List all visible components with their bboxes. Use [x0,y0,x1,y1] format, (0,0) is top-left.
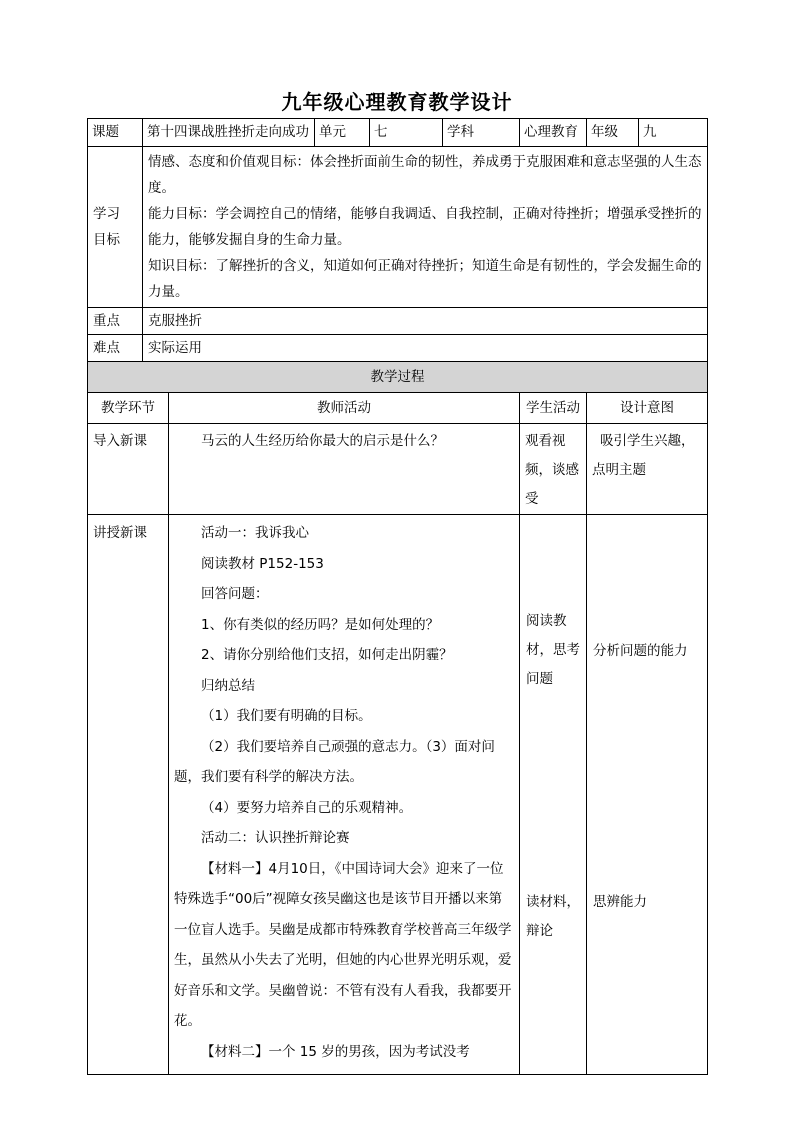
key-point-value: 克服挫折 [143,308,708,335]
difficulty-value: 实际运用 [143,335,708,362]
summary-4: （4）要努力培养自己的乐观精神。 [201,799,413,816]
unit-label: 单元 [315,119,370,147]
goals-content [143,147,708,308]
activity-1-title: 活动一：我诉我心 [201,525,309,541]
goal-ability: 能力目标：学会调控自己的情绪，能够自我调适、自我控制，正确对待挫折；增强承受挫折的能力，能够发掘自身的生命力量。 [148,206,702,248]
difficulty-label: 难点 [88,335,143,362]
intro-stage: 导入新课 [88,424,169,515]
material-1: 【材料一】4月10日，《中国诗词大会》迎来了一位特殊选手“00后”视障女孩吴幽这也是该节目开播以来第一位盲人选手。吴幽是成都市特殊教育学校普高三年级学生，虽然从小失去了光明，但她的内心世界光明乐观，爱好音乐和文学。吴幽曾说：不管有没有人看我，我都要开花。 [174,860,512,1029]
key-point-label: 重点 [88,308,143,335]
student-activity-2: 读材料，辩论 [526,894,580,939]
activity-2-title: 活动二：认识挫折辩论赛 [201,830,350,846]
summary-1: （1）我们要有明确的目标。 [201,708,372,724]
intent-activity-2: 思辨能力 [593,894,647,910]
intro-teacher: 马云的人生经历给你最大的启示是什么？ [169,424,520,515]
col-stage: 教学环节 [88,393,169,424]
subject-value: 心理教育 [520,119,587,147]
subject-label: 学科 [443,119,520,147]
intro-student: 观看视频，谈感受 [520,424,587,515]
goals-label: 学习目标 [88,147,143,308]
process-header-row [88,393,708,424]
header-row [88,119,708,147]
unit-value: 七 [370,119,443,147]
goals-row [88,147,708,308]
col-teacher: 教师活动 [169,393,520,424]
intro-row [88,424,708,515]
goal-knowledge: 知识目标：了解挫折的含义，知道如何正确对待挫折；知道生命是有韧性的，学会发掘生命的力量。 [148,258,702,300]
course-value: 第十四课战胜挫折走向成功 [143,119,315,147]
col-student: 学生活动 [520,393,587,424]
main-student [520,515,587,1075]
grade-value: 九 [639,119,708,147]
intent-activity-1: 分析问题的能力 [593,643,688,659]
read-textbook: 阅读教材 P152-153 [201,555,324,572]
process-title: 教学过程 [88,362,708,393]
difficulty-row [88,335,708,362]
course-label: 课题 [88,119,143,147]
main-row [88,515,708,1075]
material-2: 【材料二】一个 15 岁的男孩，因为考试没考 [201,1043,470,1060]
key-point-row [88,308,708,335]
col-intent: 设计意图 [587,393,708,424]
lesson-plan-table [87,118,708,1075]
summary-label: 归纳总结 [201,677,255,694]
process-title-row [88,362,708,393]
grade-label: 年级 [587,119,639,147]
main-stage: 讲授新课 [88,515,169,1075]
main-intent [587,515,708,1075]
main-teacher [169,515,520,1075]
student-activity-1: 阅读教材，思考问题 [526,613,580,687]
page-title: 九年级心理教育教学设计 [281,90,513,114]
summary-2: （2）我们要培养自己顽强的意志力。（3）面对问题，我们要有科学的解决方法。 [174,738,495,785]
goal-emotion: 情感、态度和价值观目标：体会挫折面前生命的韧性，养成勇于克服困难和意志坚强的人生态度。 [148,154,702,196]
question-1: 1、你有类似的经历吗？是如何处理的？ [201,616,440,633]
question-2: 2、请你分别给他们支招，如何走出阴霾？ [201,647,453,663]
intro-intent: 吸引学生兴趣，点明主题 [587,424,708,515]
answer-label: 回答问题： [201,586,269,602]
